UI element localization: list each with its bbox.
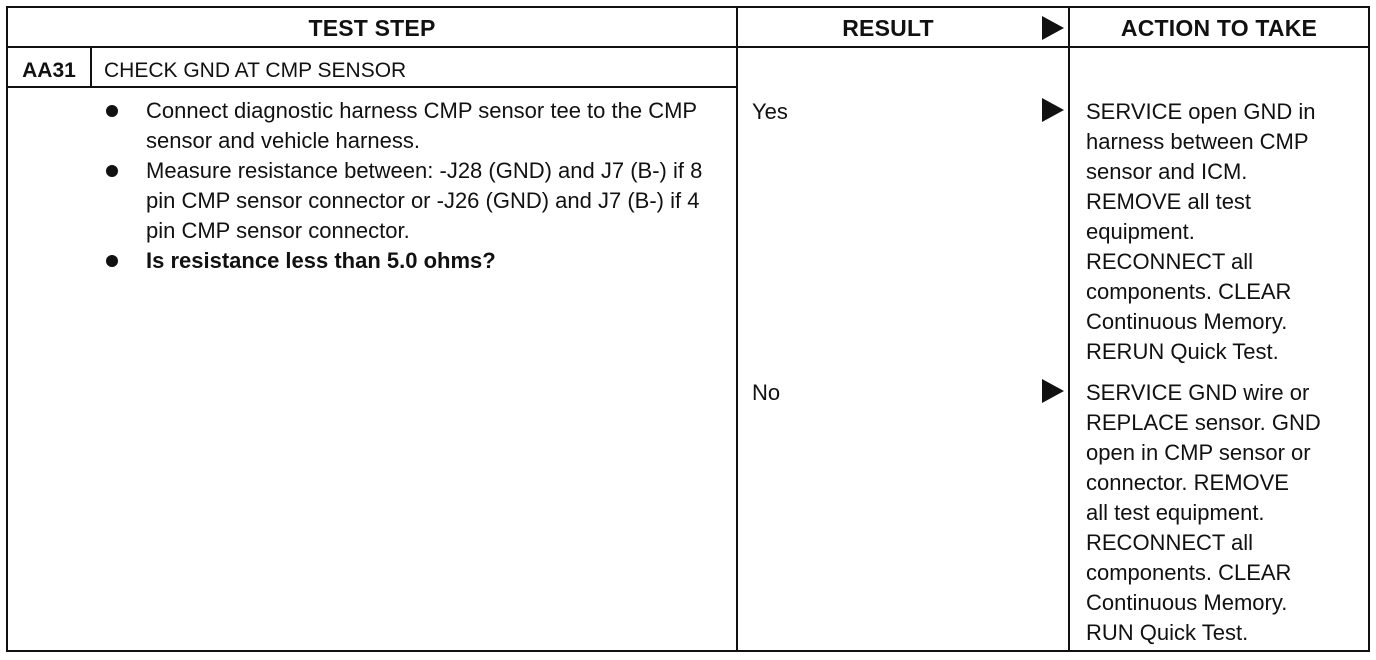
action-no: SERVICE GND wire or REPLACE sensor. GND open in CMP sensor or connector. REMOVE all test equipment. RECONNECT all components. CLEAR Continuous Memory. RUN Quick Test. [1086, 380, 1321, 645]
result-no: No [752, 380, 781, 405]
instruction-question: Is resistance less than 5.0 ohms? [146, 248, 496, 273]
result-no-arrow-icon [1042, 379, 1064, 403]
instruction-text: Connect diagnostic harness CMP sensor tee to the CMP sensor and vehicle harness. [146, 98, 697, 153]
step-id: AA31 [22, 59, 76, 82]
instruction-item [100, 246, 720, 276]
action-yes: SERVICE open GND in harness between CMP sensor and ICM. REMOVE all test equipment. RECONNECT all components. CLEAR Continuous Memory. RERUN Quick Test. [1086, 99, 1316, 364]
table-border-left [6, 6, 8, 652]
column-divider-test-result [736, 6, 738, 652]
instruction-item [100, 96, 720, 156]
instruction-text: Measure resistance between: -J28 (GND) and J7 (B-) if 8 pin CMP sensor connector or -J26 (GND) and J7 (B-) if 4 pin CMP sensor connector. [146, 158, 703, 243]
header-action-to-take: ACTION TO TAKE [1120, 14, 1318, 41]
step-title: CHECK GND AT CMP SENSOR [104, 59, 407, 82]
result-yes-arrow-icon [1042, 98, 1064, 122]
header-arrow-icon [1042, 16, 1064, 40]
step-title-divider [6, 86, 738, 88]
instruction-item [100, 156, 720, 246]
bullet-icon [106, 105, 118, 117]
bullet-icon [106, 255, 118, 267]
header-test-step: TEST STEP [308, 14, 436, 41]
instruction-list [100, 96, 720, 276]
step-id-divider [90, 46, 92, 88]
result-yes: Yes [752, 99, 788, 124]
table-border-bottom [6, 650, 1370, 652]
header-result: RESULT [842, 14, 934, 41]
bullet-icon [106, 165, 118, 177]
column-divider-result-action [1068, 6, 1070, 652]
